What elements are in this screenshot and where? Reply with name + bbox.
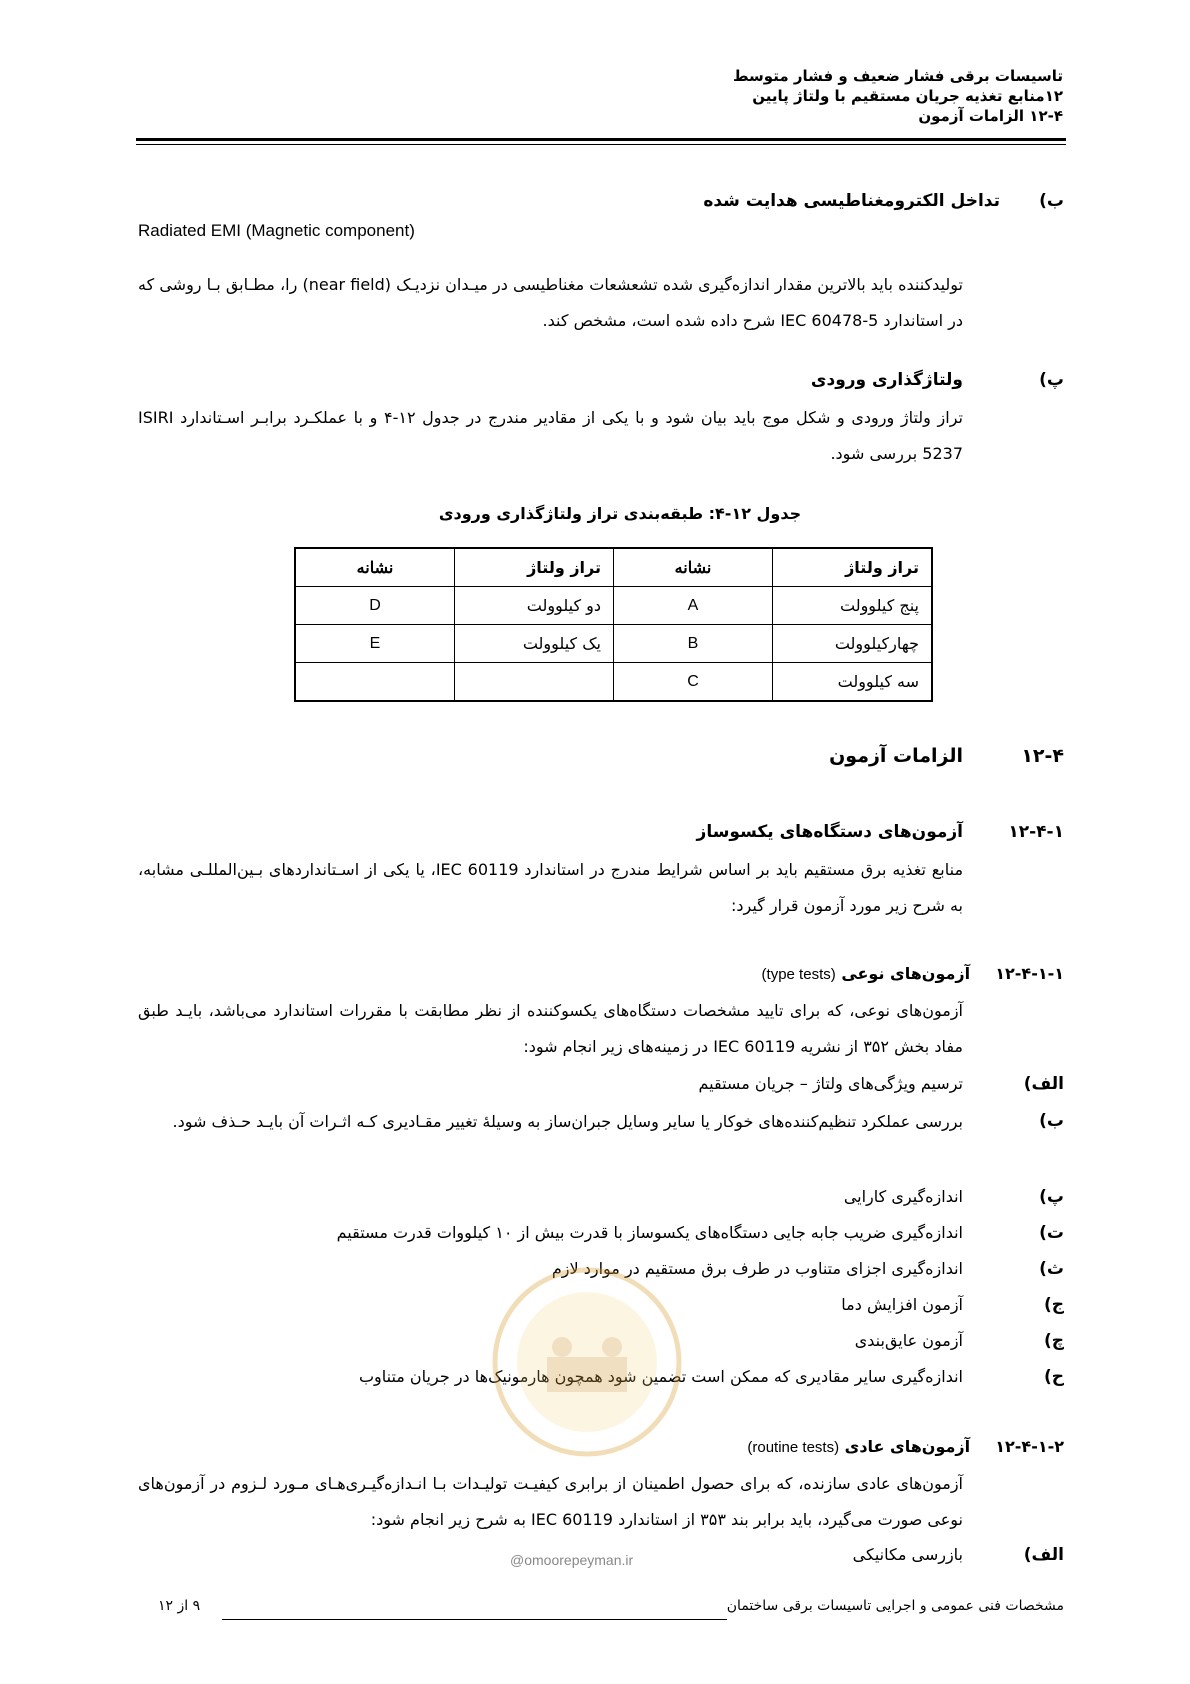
table-cell: چهارکیلوولت	[773, 625, 933, 663]
list-item: ترسیم ویژگی‌های ولتاژ – جریان مستقیم	[698, 1074, 963, 1093]
section-411-number: ۱۲-۴-۱-۱	[995, 964, 1064, 983]
seal-icon	[487, 1262, 687, 1462]
section-b-title: تداخل الکترومغناطیسی هدایت شده	[703, 191, 1000, 211]
table-row	[295, 663, 932, 702]
table-cell: A	[614, 587, 773, 625]
footer-rule	[222, 1619, 727, 1620]
section-41-paragraph: منابع تغذیه برق مستقیم باید بر اساس شرایط مندرج در استاندارد IEC 60119، یا یکی از اسـتانداردهای بـین‌المللـی مشابه، به شرح زیر مورد آزمون قرار گیرد:	[138, 860, 964, 915]
item-label: ح)	[1043, 1367, 1064, 1387]
header-line-3: ۱۲-۴ الزامات آزمون	[918, 107, 1063, 125]
header-line-1: تاسیسات برقی فشار ضعیف و فشار متوسط	[732, 67, 1063, 85]
table-header-cell: تراز ولتاژ	[455, 548, 614, 587]
table-cell: E	[295, 625, 455, 663]
section-412-title: آزمون‌های عادی	[844, 1437, 971, 1456]
table-cell: B	[614, 625, 773, 663]
list-item: بررسی عملکرد تنظیم‌کننده‌های خوکار یا سایر وسایل جبران‌ساز به وسیلهٔ تغییر مقـادیری کـه اثـرات آن بایـد حـذف شود.	[172, 1112, 963, 1131]
list-item: اندازه‌گیری اجزای متناوب در طرف برق مستقیم در موارد لازم	[551, 1259, 963, 1278]
section-41-number: ۱۲-۴-۱	[1008, 822, 1064, 842]
voltage-level-table	[294, 547, 933, 702]
section-411-heading	[762, 964, 1064, 983]
item-label: ث)	[1039, 1259, 1064, 1279]
header-line-2: ۱۲منابع تغذیه جریان مستقیم با ولتاژ پایین	[752, 87, 1063, 105]
item-label: پ)	[1039, 1187, 1064, 1207]
list-item: اندازه‌گیری سایر مقادیری که ممکن است تضمین شود همچون هارمونیک‌ها در جریان متناوب	[358, 1367, 963, 1386]
item-label: ج)	[1043, 1295, 1064, 1315]
table-cell: D	[295, 587, 455, 625]
section-412-number: ۱۲-۴-۱-۲	[995, 1437, 1064, 1456]
item-label: الف)	[1023, 1074, 1064, 1094]
list-item: بازرسی مکانیکی	[852, 1545, 963, 1564]
table-cell: یک کیلوولت	[455, 625, 614, 663]
table-cell	[295, 663, 455, 702]
list-item: اندازه‌گیری ضریب جابه جایی دستگاه‌های یکسوساز با قدرت بیش از ۱۰ کیلووات قدرت مستقیم	[336, 1223, 963, 1242]
section-4-title: الزامات آزمون	[829, 745, 963, 767]
section-41-title: آزمون‌های دستگاه‌های یکسوساز	[696, 822, 963, 842]
list-item: آزمون عایق‌بندی	[854, 1331, 963, 1350]
table-cell: پنج کیلوولت	[773, 587, 933, 625]
section-412-heading	[747, 1437, 1064, 1456]
section-b-label: ب)	[1039, 191, 1064, 211]
table-header-cell: نشانه	[614, 548, 773, 587]
item-label: ت)	[1039, 1223, 1064, 1243]
section-411-paragraph: آزمون‌های نوعی، که برای تایید مشخصات دستگاه‌های یکسوکننده از نظر مطابقت با مقررات استاندارد می‌باشد، بایـد طبق مفاد بخش ۳۵۲ از نشریه IEC 60119 در زمینه‌های زیر انجام شود:	[138, 1001, 963, 1056]
table-row	[295, 625, 932, 663]
item-label: ب)	[1039, 1111, 1064, 1131]
table-cell	[455, 663, 614, 702]
table-cell: C	[614, 663, 773, 702]
section-411-title: آزمون‌های نوعی	[841, 964, 971, 983]
table-row	[295, 587, 932, 625]
item-label: الف)	[1023, 1545, 1064, 1565]
section-p-title: ولتاژگذاری ورودی	[810, 370, 963, 390]
section-p-paragraph: تراز ولتاژ ورودی و شکل موج باید بیان شود و با یکی از مقادیر مندرج در جدول ۱۲-۴ و با عملکـرد برابـر اسـتاندارد ISIRI 5237 بررسی شود.	[138, 408, 963, 463]
section-411-english: (type tests)	[761, 966, 836, 983]
list-item: آزمون افزایش دما	[841, 1295, 963, 1314]
watermark-at-icon: @	[510, 1552, 525, 1568]
section-b-paragraph: تولیدکننده باید بالاترین مقدار اندازه‌گیری شده تشعشعات مغناطیسی در میـدان نزدیـک (near field) را، مطـابق بـا روشی که در استاندارد IEC 60478-5 شرح داده شده است، مشخص کند.	[138, 275, 963, 330]
section-p-label: پ)	[1039, 370, 1064, 390]
section-4-number: ۱۲-۴	[1021, 745, 1064, 767]
item-label: چ)	[1043, 1331, 1064, 1351]
footer-title: مشخصات فنی عمومی و اجرایی تاسیسات برقی ساختمان	[726, 1598, 1064, 1614]
footer-page-number: ۹ از ۱۲	[158, 1598, 201, 1614]
table-cell: سه کیلوولت	[773, 663, 933, 702]
page-header	[263, 66, 1063, 126]
table-header-row	[295, 548, 932, 587]
section-412-paragraph: آزمون‌های عادی سازنده، که برای حصول اطمینان از برابری کیفیـت تولیـدات بـا انـدازه‌گیـری‌هـای مـورد لـزوم در آزمون‌های نوعی صورت می‌گیرد، باید برابر بند ۳۵۳ از استاندارد IEC 60119 به شرح زیر انجام شود:	[138, 1474, 963, 1529]
watermark-seal	[487, 1262, 687, 1462]
header-rule-thick	[136, 138, 1066, 141]
voltage-table-wrapper	[294, 547, 933, 702]
header-rule-thin	[136, 144, 1066, 145]
table-cell: دو کیلوولت	[455, 587, 614, 625]
table-caption: جدول ۱۲-۴: طبقه‌بندی تراز ولتاژگذاری ورودی	[438, 504, 802, 523]
table-header-cell: نشانه	[295, 548, 455, 587]
section-b-english: Radiated EMI (Magnetic component)	[138, 221, 415, 240]
list-item: اندازه‌گیری کارایی	[843, 1187, 963, 1206]
table-header-cell: تراز ولتاژ	[773, 548, 933, 587]
watermark-text: @omoorepeyman.ir	[510, 1552, 634, 1568]
section-412-english: (routine tests)	[747, 1439, 840, 1456]
